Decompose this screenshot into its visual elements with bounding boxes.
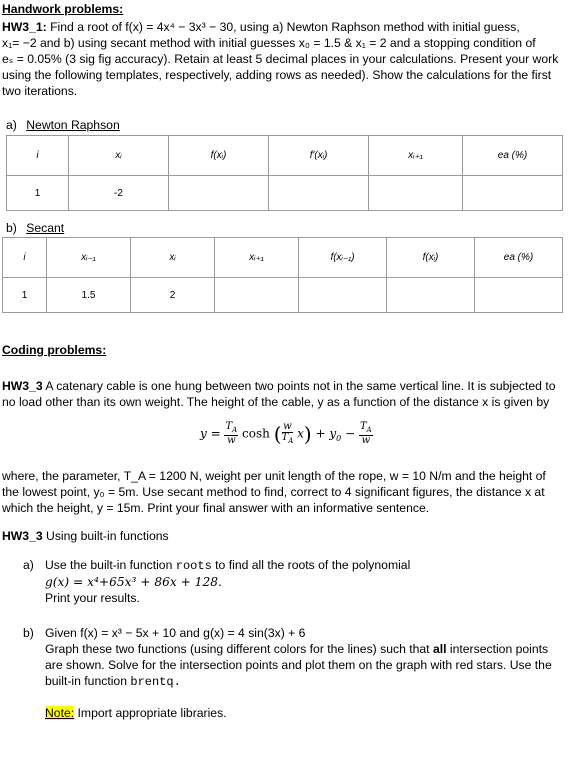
newton-header-row <box>7 136 563 176</box>
secant-cell <box>475 278 563 313</box>
eq-w2: w <box>283 421 292 432</box>
hw31-line4: using the following templates, respectively, adding rows as needed). Show the calculations for the first <box>2 68 552 82</box>
builtin-label: HW3_3 <box>2 529 43 543</box>
secant-header-cell: xᵢ₋₁ <box>47 238 131 278</box>
item-b-text2: intersection points <box>449 642 549 656</box>
eq-sub-a: A <box>232 426 238 434</box>
table-row <box>7 176 563 211</box>
builtin-heading <box>2 529 169 543</box>
item-b-code: brentq. <box>130 675 181 689</box>
item-b-line3: are shown. Solve for the intersection points and plot them on the graph with red stars. Use the <box>45 658 552 672</box>
item-a-text: Use the built-in function <box>45 558 173 572</box>
note <box>45 706 227 720</box>
newton-header-cell: f(xᵢ) <box>169 136 269 176</box>
eq-cosh: cosh <box>242 426 270 441</box>
where-line3: which the height, y = 15m. Print your final answer with an informative sentence. <box>2 501 430 515</box>
eq-minus: − <box>345 426 356 441</box>
newton-header-cell: ea (%) <box>463 136 563 176</box>
secant-header-cell: f(xᵢ) <box>387 238 475 278</box>
newton-header-cell: f′(xᵢ) <box>269 136 369 176</box>
hw33-line2: no load other than its own weight. The height of the cable, y as a function of the distance x is given by <box>2 395 550 409</box>
eq-frac-ta-w-3 <box>359 422 373 446</box>
item-a-polynomial: g(x) = x⁴+65x³ + 86x + 128. <box>45 575 222 589</box>
hw33-paragraph <box>2 378 562 410</box>
newton-header-cell: xᵢ <box>69 136 169 176</box>
eq-sub-a3: A <box>366 426 372 434</box>
item-a-text2: to find all the roots of the polynomial <box>215 558 411 572</box>
eq-x: x <box>297 426 304 441</box>
eq-frac-ta-w <box>224 422 238 446</box>
eq-sub-0: 0 <box>336 433 342 443</box>
hw31-line3: eₛ = 0.05% (3 sig fig accuracy). Retain at least 5 decimal places in your calculations. Present your work <box>2 52 559 66</box>
eq-w3: w <box>361 435 371 446</box>
note-label: Note: <box>45 706 75 720</box>
newton-cell: -2 <box>69 176 169 211</box>
item-a-prefix: a) <box>23 558 34 572</box>
hw31-paragraph <box>2 19 562 99</box>
item-b-prefix: b) <box>23 626 34 640</box>
newton-table <box>6 135 563 211</box>
newton-prefix: a) <box>6 118 17 132</box>
newton-title <box>6 118 120 132</box>
item-b-line4: built-in function <box>45 674 127 688</box>
secant-header-cell: xᵢ₊₁ <box>215 238 299 278</box>
newton-header-cell: xᵢ₊₁ <box>369 136 463 176</box>
secant-prefix: b) <box>6 221 17 235</box>
newton-cell <box>269 176 369 211</box>
secant-cell: 1.5 <box>47 278 131 313</box>
note-text: Import appropriate libraries. <box>77 706 227 720</box>
hw33-label: HW3_3 <box>2 379 43 393</box>
secant-cell <box>215 278 299 313</box>
table-row <box>3 278 563 313</box>
catenary-equation: y = $\frac{T_A}{w}$ cosh ( $\frac{w}{T_A}$ $x) + y_0$ − $\frac{T_A}{w}$ <box>200 421 372 446</box>
item-a-code: roots <box>175 559 212 573</box>
builtin-text: Using built-in functions <box>46 529 169 543</box>
secant-cell: 1 <box>3 278 47 313</box>
eq-t3: T <box>359 421 367 432</box>
secant-title-text: Secant <box>26 221 65 235</box>
eq-t: T <box>225 421 233 432</box>
secant-header-row <box>3 238 563 278</box>
secant-header-cell: f(xᵢ₋₁) <box>299 238 387 278</box>
where-line1: where, the parameter, T_A = 1200 N, weight per unit length of the rope, w = 10 N/m and the height of <box>2 469 546 483</box>
newton-cell <box>169 176 269 211</box>
secant-cell: 2 <box>131 278 215 313</box>
where-line2: the lowest point, y₀ = 5m. Use secant method to find, correct to 4 significant figures, the distance x at <box>2 485 545 499</box>
item-b-bold: all <box>432 642 447 656</box>
eq-plus-y: + y <box>315 426 337 441</box>
hw31-line2: x₁= −2 and b) using secant method with initial guesses x₀ = 1.5 & x₁ = 2 and a stopping condition of <box>2 36 536 50</box>
hw33-line1: A catenary cable is one hung between two points not in the same vertical line. It is subjected to <box>45 379 556 393</box>
item-b-text: Graph these two functions (using different colors for the lines) such that <box>45 642 430 656</box>
eq-t2: T <box>281 432 289 443</box>
eq-w: w <box>227 435 236 446</box>
hw31-label: HW3_1: <box>2 20 47 34</box>
secant-table <box>2 237 563 313</box>
newton-cell <box>369 176 463 211</box>
item-a-print: Print your results. <box>45 591 140 605</box>
hw31-line5: two iterations. <box>2 84 78 98</box>
item-b-given: Given f(x) = x³ − 5x + 10 and g(x) = 4 sin(3x) + 6 <box>45 626 306 640</box>
hw31-line1: Find a root of f(x) = 4x⁴ − 3x³ − 30, using a) Newton Raphson method with initial guess, <box>50 20 520 34</box>
eq-y: y = <box>200 426 221 441</box>
coding-heading: Coding problems: <box>2 343 107 357</box>
secant-title <box>6 221 64 235</box>
secant-header-cell: ea (%) <box>475 238 563 278</box>
secant-cell <box>299 278 387 313</box>
newton-title-text: Newton Raphson <box>26 118 120 132</box>
secant-cell <box>387 278 475 313</box>
newton-cell <box>463 176 563 211</box>
newton-cell: 1 <box>7 176 69 211</box>
eq-sub-a2: A <box>288 437 294 445</box>
handwork-heading: Handwork problems: <box>2 2 124 16</box>
secant-header-cell: xᵢ <box>131 238 215 278</box>
newton-header-cell: i <box>7 136 69 176</box>
eq-frac-w-ta <box>282 422 294 446</box>
where-paragraph <box>2 468 562 516</box>
secant-header-cell: i <box>3 238 47 278</box>
